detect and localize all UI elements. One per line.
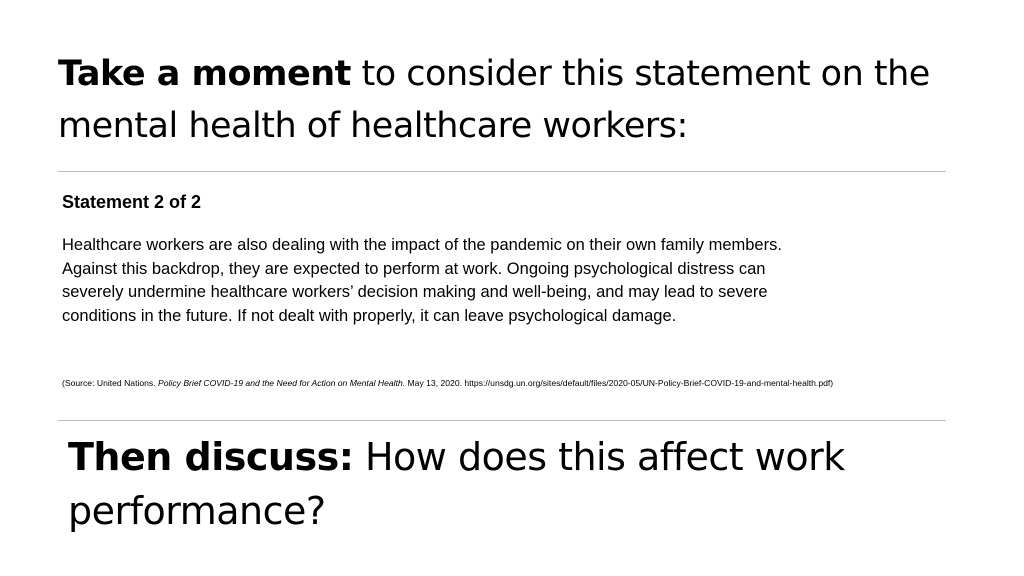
slide-heading	[58, 48, 958, 152]
statement-body: Healthcare workers are also dealing with the impact of the pandemic on their own family members. Against this backdrop, they are expected to perform at work. Ongoing psychological distress can severely undermine healthcare workers’ decision making and well-being, and may lead to severe conditions in the future. If not dealt with properly, it can leave psychological damage.	[62, 236, 782, 325]
source-citation	[62, 377, 992, 389]
bottom-divider	[58, 420, 946, 421]
discuss-question: How does this affect work performance?	[68, 435, 845, 533]
heading-emphasis: Take a moment	[58, 54, 351, 94]
source-prefix: (Source: United Nations.	[62, 378, 159, 388]
discuss-emphasis: Then discuss:	[68, 435, 354, 479]
top-divider	[58, 171, 946, 172]
statement-label: Statement 2 of 2	[62, 192, 202, 212]
source-suffix: May 13, 2020. https://unsdg.un.org/sites/default/files/2020-05/UN-Policy-Brief-COVID-19-and-mental-health.pdf)	[405, 378, 834, 388]
source-title: Policy Brief COVID-19 and the Need for Action on Mental Health.	[158, 378, 406, 388]
discussion-prompt	[68, 430, 968, 538]
heading-text: to consider this statement on the mental health of healthcare workers:	[58, 54, 930, 146]
